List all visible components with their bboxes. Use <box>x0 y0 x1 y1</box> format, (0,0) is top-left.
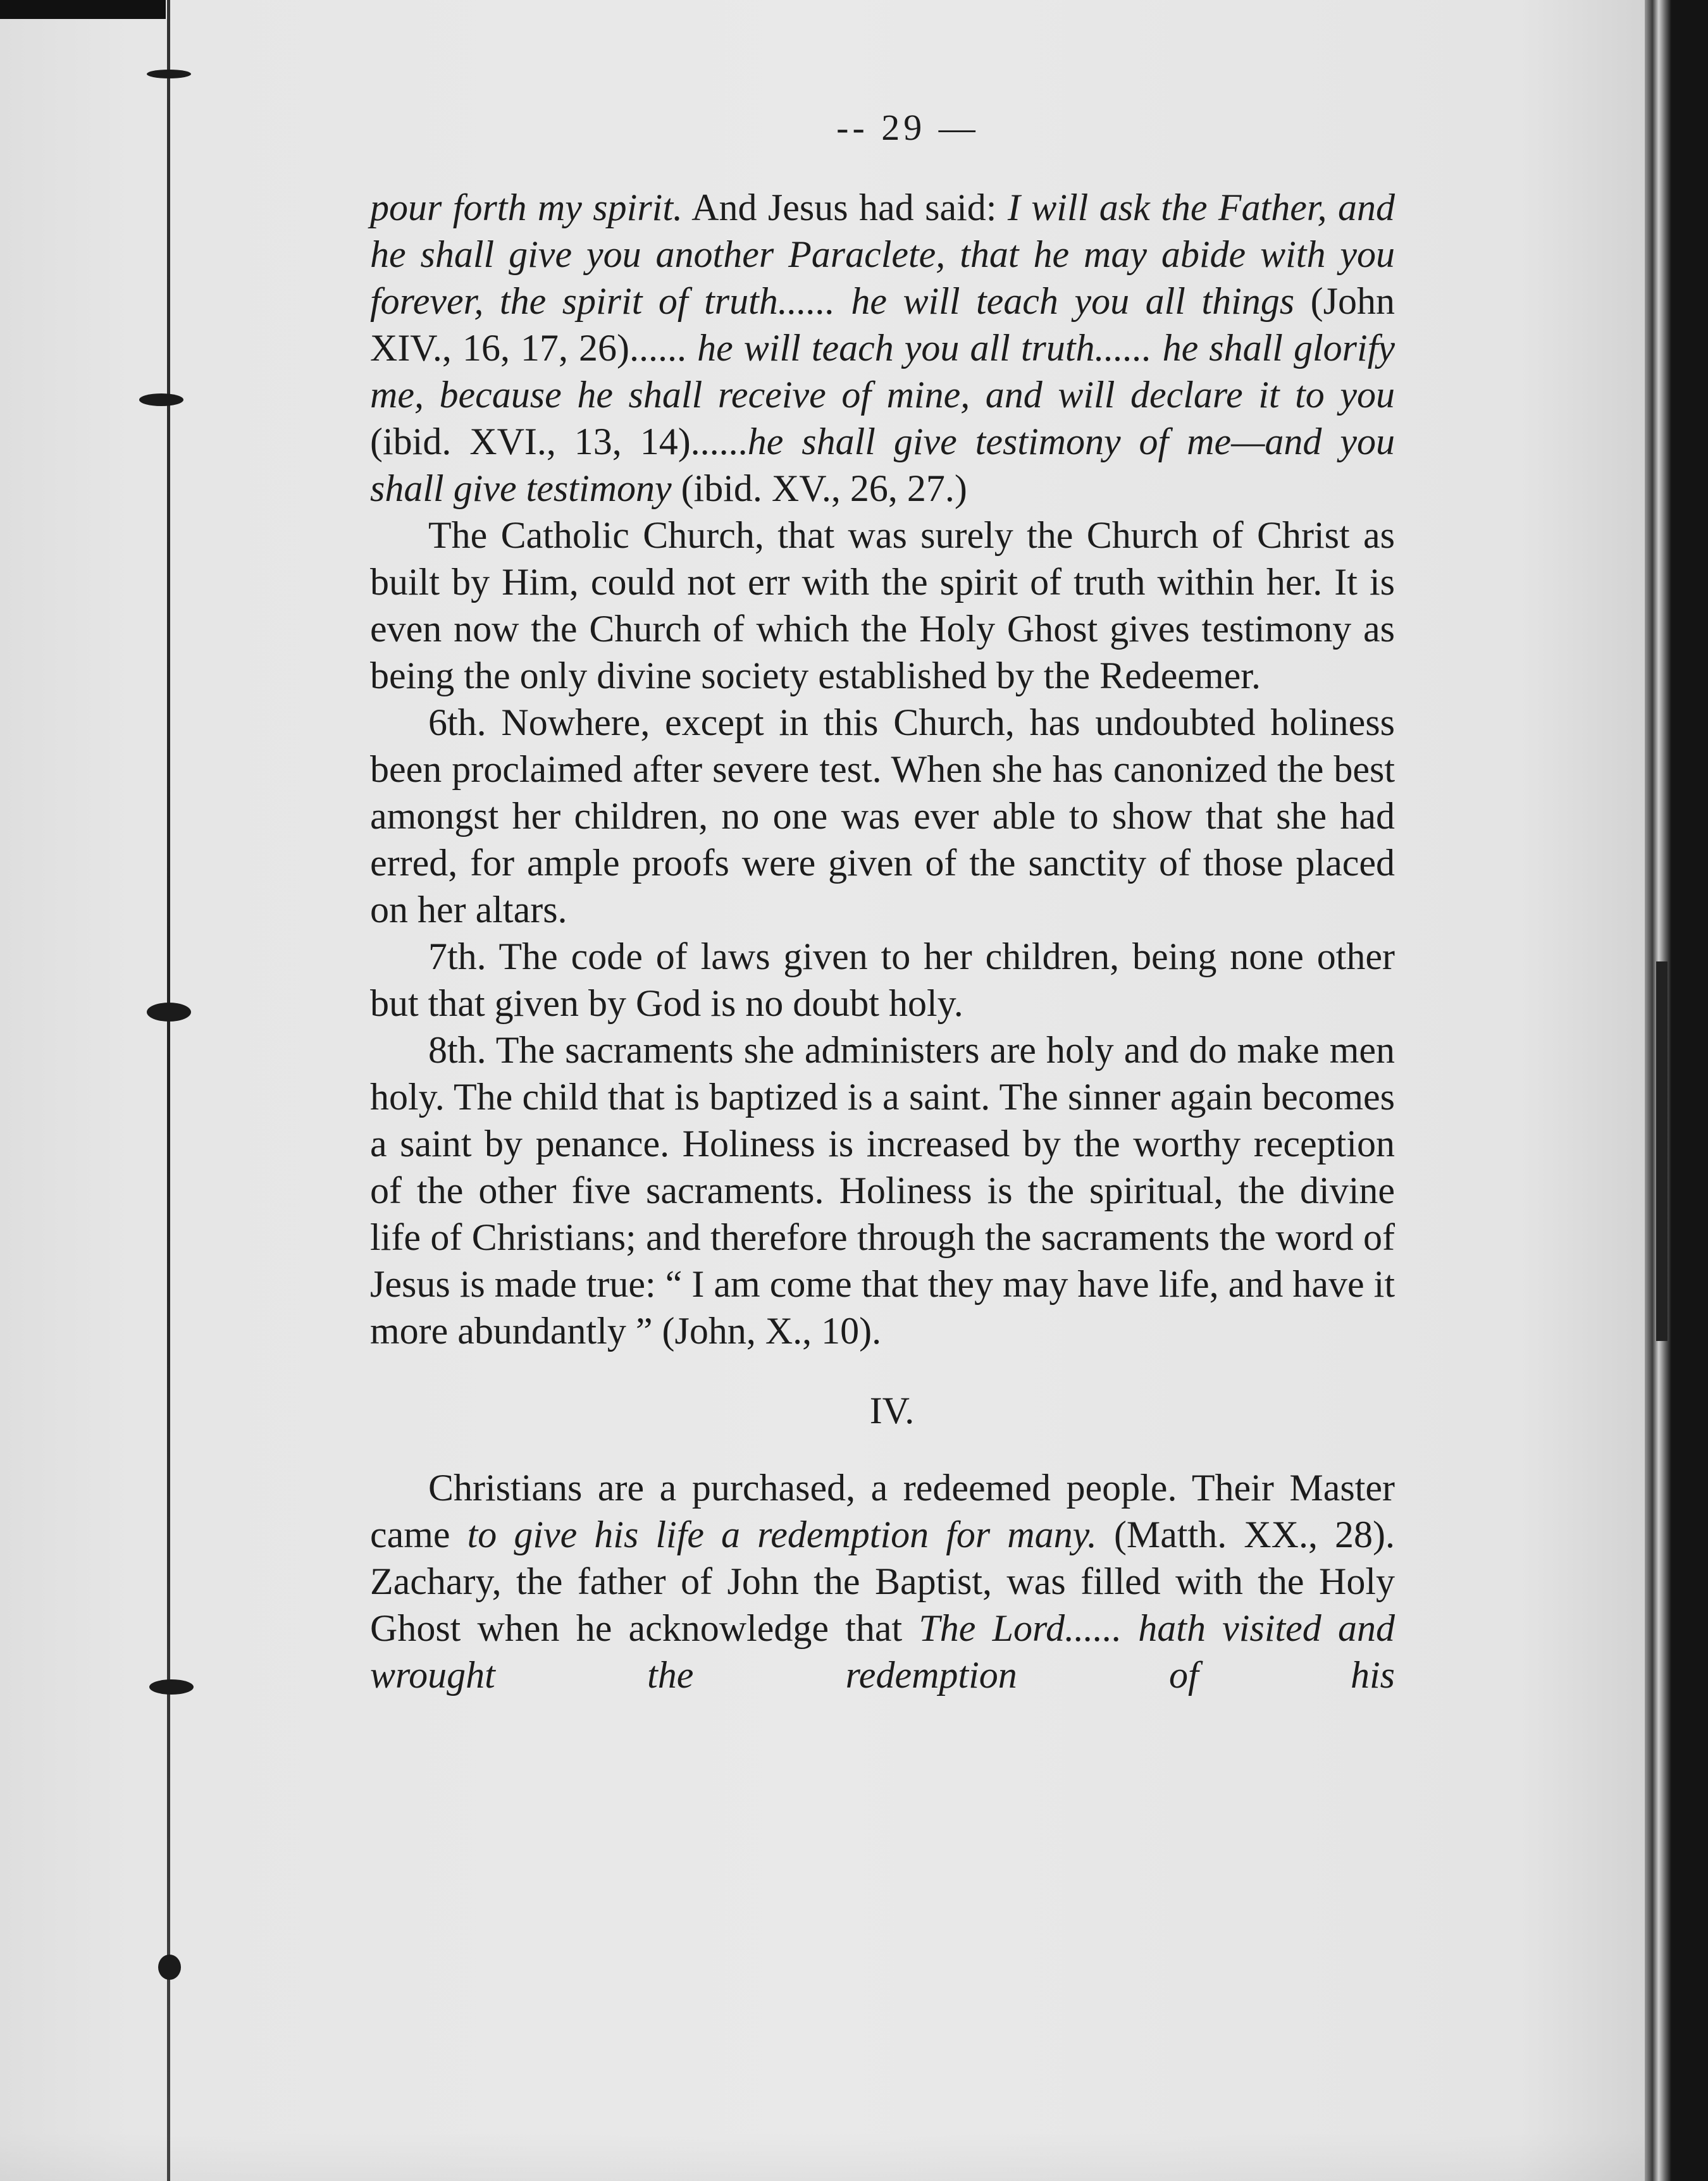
text-run: Christians are a purchased, a redeemed people. Their Master came <box>370 1467 1395 1555</box>
page-text <box>370 104 1395 1698</box>
binding-stitch <box>158 1955 181 1980</box>
binding-stitch <box>139 393 183 406</box>
binding-thread <box>167 0 170 2181</box>
citation: (ibid. XVI., 13, 14)...... <box>370 421 748 462</box>
book-edge-tab <box>1656 961 1668 1341</box>
text-run: And Jesus had said: <box>683 187 1008 228</box>
binding-stitch <box>149 1679 194 1695</box>
continuation-paragraph <box>370 184 1395 512</box>
paragraph-seventh: 7th. The code of laws given to her children, being none other but that given by God is no doubt holy. <box>370 936 1395 1024</box>
italic-quote: The Lord...... hath visited and wrought the redemption of his <box>370 1607 1395 1696</box>
citation: (ibid. XV., 26, 27.) <box>671 467 967 509</box>
page-shadow <box>0 2132 1651 2181</box>
binding-stitch <box>147 70 191 78</box>
paragraph-redemption <box>370 1464 1395 1698</box>
italic-quote: he will teach you all truth...... he shall glorify me, because he shall receive of mine, and will declare it to you <box>370 327 1395 416</box>
book-edge <box>1645 0 1708 2181</box>
italic-quote: pour forth my spirit. <box>370 187 683 228</box>
scan-border <box>0 0 166 19</box>
italic-quote: he shall give testimony of me—and you shall give testimony <box>370 421 1395 509</box>
italic-quote: I will ask the Father, and he shall give you another Paraclete, that he may abide with you forever, the spirit of truth...... he will teach you all things <box>370 187 1395 322</box>
text-run: (Matth. XX., 28). Zachary, the father of John the Baptist, was filled with the Holy Ghost when he acknowledge that <box>370 1514 1395 1649</box>
italic-quote: to give his life a redemption for many. <box>467 1514 1097 1555</box>
citation: (John XIV., 16, 17, 26)...... <box>370 280 1395 369</box>
binding-stitch <box>147 1003 191 1022</box>
paragraph-eighth: 8th. The sacraments she administers are holy and do make men holy. The child that is baptized is a saint. The sinner again becomes a saint by penance. Holiness is increased by the worthy reception of the other five sacraments. Holiness is the spiritual, the divine life of Christians; and therefore through the sacraments the word of Jesus is made true: “ I am come that they may have life, and have it more abundantly ” (John, X., 10). <box>370 1029 1395 1352</box>
section-heading: IV. <box>869 1390 915 1431</box>
paragraph-catholic-church: The Catholic Church, that was surely the Church of Christ as built by Him, could not err with the spirit of truth within her. It is even now the Church of which the Holy Ghost gives testimony as being the only divine society established by the Redeemer. <box>370 514 1395 696</box>
page-number: -- 29 — <box>836 107 979 148</box>
paragraph-sixth: 6th. Nowhere, except in this Church, has undoubted holiness been proclaimed after severe test. When she has canonized the best amongst her children, no one was ever able to show that she had erred, for ample proofs were given of the sanctity of those placed on her altars. <box>370 701 1395 930</box>
